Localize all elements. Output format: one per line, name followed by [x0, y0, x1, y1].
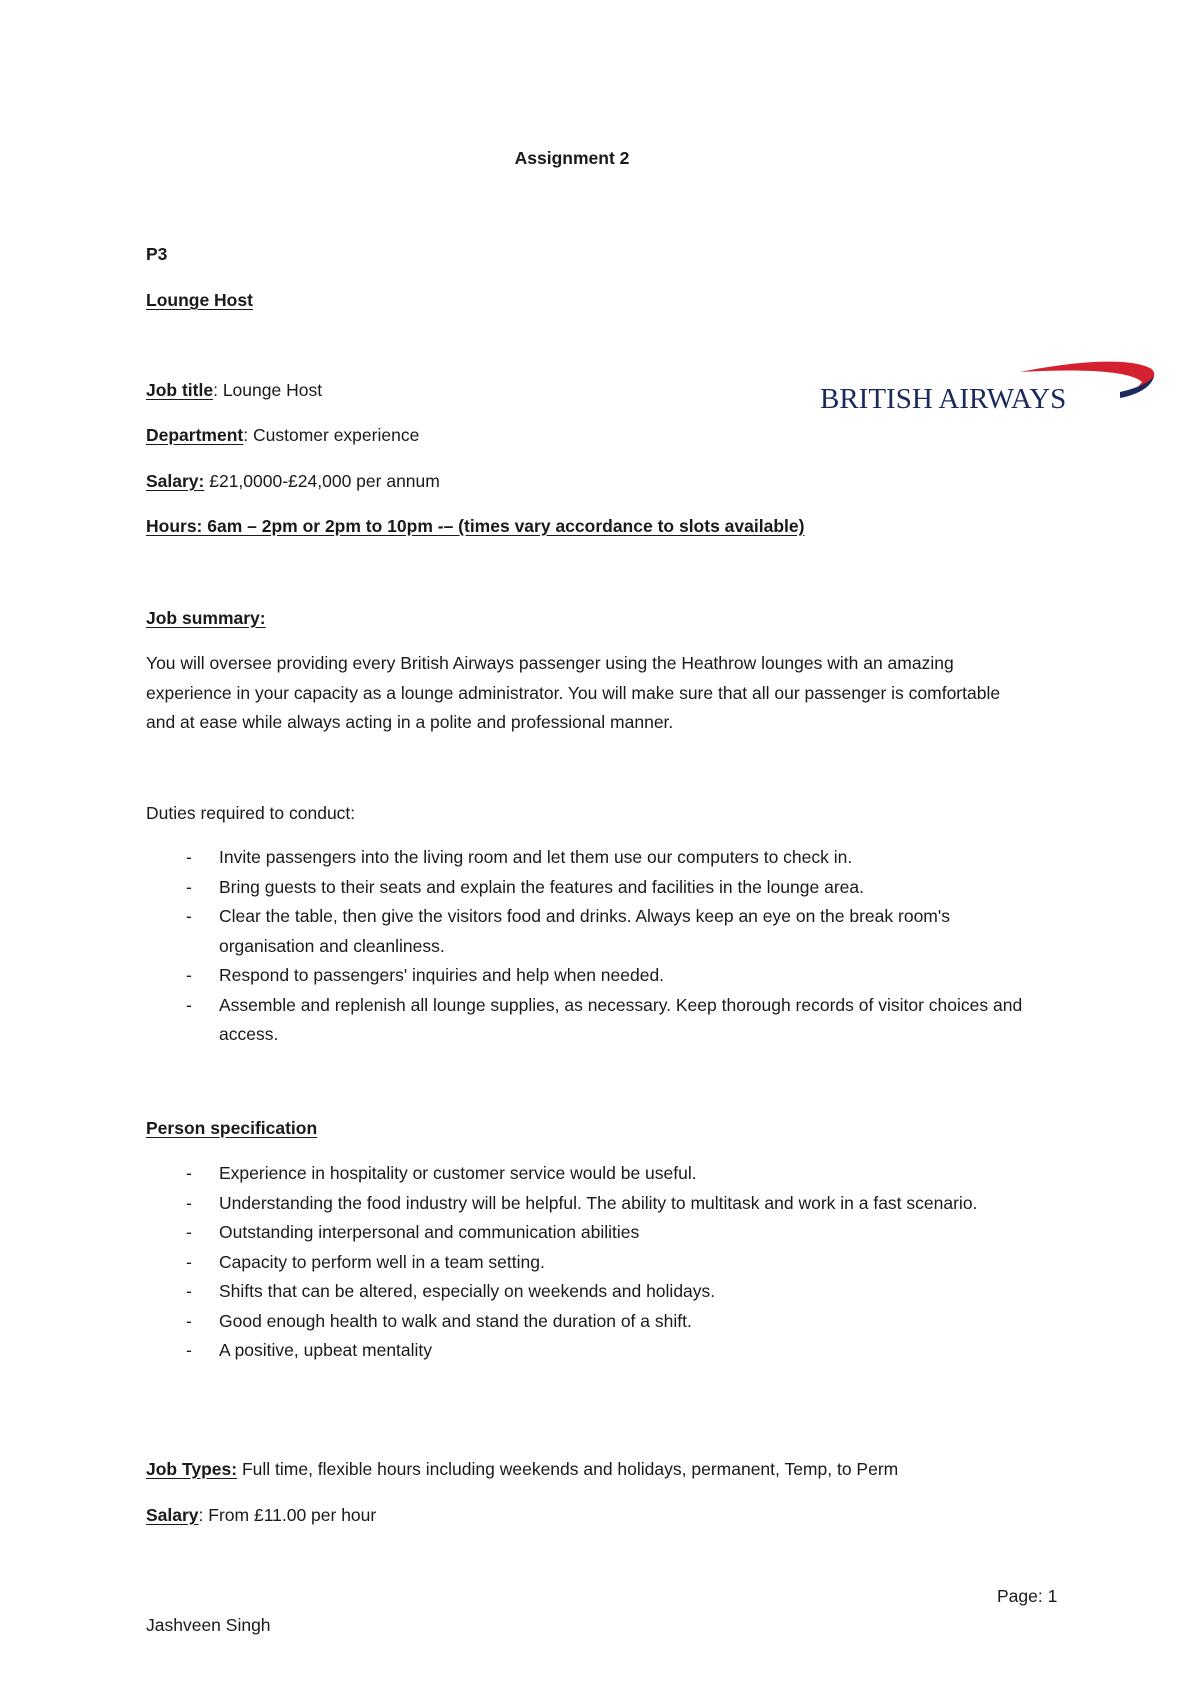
hourly-salary-label: Salary [146, 1505, 199, 1525]
job-title-label: Job title [146, 380, 214, 400]
section-code: P3 [146, 244, 168, 264]
department-label: Department [146, 425, 244, 445]
list-item: - Clear the table, then give the visitors food and drinks. Always keep an eye on the break room's organisation and cleanliness. [146, 902, 1046, 961]
duties-heading: Duties required to conduct: [146, 803, 356, 823]
job-title-value: : Lounge Host [213, 380, 323, 400]
department-value: : Customer experience [243, 425, 420, 445]
list-item: - Bring guests to their seats and explain the features and facilities in the lounge area. [146, 873, 1046, 903]
list-item: - Good enough health to walk and stand the duration of a shift. [146, 1307, 1046, 1337]
job-types-label: Job Types: [146, 1459, 238, 1479]
hourly-salary-value: : From £11.00 per hour [198, 1505, 377, 1525]
list-item: - A positive, upbeat mentality [146, 1336, 1046, 1366]
role-heading: Lounge Host [146, 290, 253, 310]
document-title: Assignment 2 [514, 148, 630, 168]
job-summary-text: You will oversee providing every British Airways passenger using the Heathrow lounges with an amazing experience in your capacity as a lounge administrator. You will make sure that all our passenger is comfortable and at ease while always acting in a polite and professional manner. [146, 653, 1001, 732]
page-number: Page: 1 [997, 1586, 1058, 1606]
person-spec-heading: Person specification [146, 1118, 318, 1138]
logo-wordmark: BRITISH AIRWAYS [820, 383, 1067, 415]
person-spec-list [146, 1159, 1046, 1366]
salary-label: Salary: [146, 471, 205, 491]
job-types-line [146, 1459, 898, 1480]
list-item: - Shifts that can be altered, especially on weekends and holidays. [146, 1277, 1046, 1307]
list-item: - Invite passengers into the living room and let them use our computers to check in. [146, 843, 1046, 873]
list-item: - Assemble and replenish all lounge supplies, as necessary. Keep thorough records of visitor choices and access. [146, 991, 1046, 1050]
job-summary-heading: Job summary: [146, 608, 266, 628]
duties-list [146, 843, 1046, 1050]
list-item: - Respond to passengers' inquiries and help when needed. [146, 961, 1046, 991]
job-title-line [146, 380, 322, 401]
list-item: - Outstanding interpersonal and communication abilities [146, 1218, 1046, 1248]
hourly-salary-line [146, 1505, 376, 1526]
job-types-value: Full time, flexible hours including weekends and holidays, permanent, Temp, to Perm [237, 1459, 899, 1479]
list-item: - Capacity to perform well in a team setting. [146, 1248, 1046, 1278]
list-item: - Experience in hospitality or customer service would be useful. [146, 1159, 1046, 1189]
hours-line: Hours: 6am – 2pm or 2pm to 10pm -– (times vary accordance to slots available) [146, 516, 805, 536]
british-airways-logo [820, 358, 1160, 418]
department-line [146, 425, 419, 446]
salary-line [146, 471, 440, 492]
list-item: - Understanding the food industry will be helpful. The ability to multitask and work in a fast scenario. [146, 1189, 1046, 1219]
salary-value: £21,0000-£24,000 per annum [204, 471, 440, 491]
footer-author: Jashveen Singh [146, 1615, 271, 1635]
